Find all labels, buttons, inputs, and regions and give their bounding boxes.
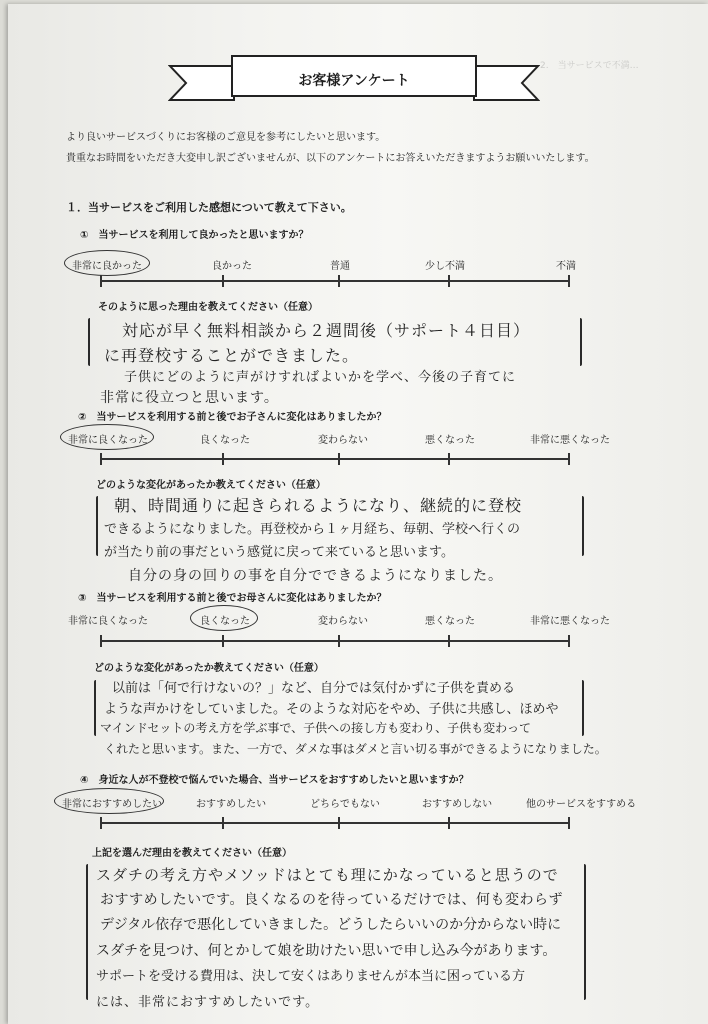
q3-tick — [100, 635, 102, 647]
q4-tick — [338, 817, 340, 829]
q1-tick — [100, 275, 102, 287]
q4-tick — [568, 817, 570, 829]
q1-option-1[interactable]: 非常に良かった — [72, 261, 142, 272]
q4-answer-line-6: には、非常におすすめしたいです。 — [96, 995, 320, 1010]
page-title: お客様アンケート — [298, 73, 410, 89]
q1-tick — [448, 275, 450, 287]
q2-tick — [448, 453, 450, 465]
q2-option-5[interactable]: 非常に悪くなった — [530, 435, 610, 446]
q2-label: ② 当サービスを利用する前と後でお子さんに変化はありましたか？ — [78, 412, 387, 423]
q1-tick — [568, 275, 570, 287]
q4-answer-line-4: スダチを見つけ、何とかして娘を助けたい思いで申し込み今があります。 — [96, 943, 557, 959]
q2-answer-line-1: 朝、時間通りに起きられるようになり、継続的に登校 — [114, 496, 523, 515]
q2-scale — [100, 458, 570, 460]
intro-line-2: 貴重なお時間をいただき大変申し訳ございませんが、以下のアンケートにお答えいただきますようお願いいたします。 — [66, 153, 595, 164]
q4-answer-line-2: おすすめしたいです。良くなるのを待っているだけでは、何も変わらず — [100, 892, 564, 908]
q1-selected-circle — [64, 250, 150, 276]
q4-tick — [448, 817, 450, 829]
q2-reason-label: どのような変化があったか教えてください（任意） — [96, 480, 326, 491]
q1-option-5[interactable]: 不満 — [556, 261, 576, 272]
q3-option-3[interactable]: 変わらない — [318, 616, 368, 627]
q1-answer-line-1: 対応が早く無料相談から２週間後（サポート４日目） — [122, 321, 531, 340]
q4-option-3[interactable]: どちらでもない — [310, 799, 380, 810]
q3-answer-line-4: くれたと思います。また、一方で、ダメな事はダメと言い切る事ができるようになりました。 — [104, 742, 607, 756]
q3-reason-label: どのような変化があったか教えてください（任意） — [94, 663, 324, 674]
q3-tick — [448, 635, 450, 647]
q3-answer-line-2: ような声かけをしていました。そのような対応をやめ、子供に共感し、ほめや — [104, 702, 559, 717]
q4-answer-line-5: サポートを受ける費用は、決して安くはありませんが本当に困っている方 — [96, 969, 526, 984]
q3-option-4[interactable]: 悪くなった — [425, 616, 475, 627]
q1-option-2[interactable]: 良かった — [212, 261, 252, 272]
q1-answer-line-2: に再登校することができました。 — [104, 346, 360, 365]
show-through-text: 2. 当サービスで不満… — [540, 61, 639, 71]
q4-option-2[interactable]: おすすめしたい — [196, 799, 267, 810]
q4-scale — [100, 822, 570, 824]
q2-option-3[interactable]: 変わらない — [318, 435, 368, 446]
q1-option-3[interactable]: 普通 — [330, 261, 350, 272]
q4-tick — [100, 817, 102, 829]
section-heading: １．当サービスをご利用した感想について教えて下さい。 — [66, 201, 352, 214]
q1-scale — [100, 280, 570, 282]
q3-answer-line-1: 以前は「何で行けないの？」など、自分では気付かずに子供を責める — [112, 681, 516, 696]
q3-option-5[interactable]: 非常に悪くなった — [530, 616, 610, 627]
q4-option-1[interactable]: 非常におすすめしたい — [62, 799, 163, 810]
q4-answer-line-3: デジタル依存で悪化していきました。どうしたらいいのか分からない時に — [100, 917, 562, 933]
q2-answer-line-3: が当たり前の事だという感覚に戻って来ていると思います。 — [104, 545, 454, 560]
q2-tick — [568, 453, 570, 465]
q1-label: ① 当サービスを利用して良かったと思いますか？ — [80, 230, 309, 241]
q3-label: ③ 当サービスを利用する前と後でお母さんに変化はありましたか？ — [78, 593, 387, 604]
q4-answer-line-1: スダチの考え方やメソッドはとても理にかなっていると思うので — [96, 866, 559, 884]
q3-selected-circle — [190, 605, 258, 631]
q2-tick — [100, 453, 102, 465]
q2-answer-line-4: 自分の身の回りの事を自分でできるようになりました。 — [128, 568, 503, 584]
q2-answer-line-2: できるようになりました。再登校から１ヶ月経ち、毎朝、学校へ行くの — [104, 522, 521, 537]
q4-option-4[interactable]: おすすめしない — [422, 799, 493, 810]
q2-option-4[interactable]: 悪くなった — [425, 435, 475, 446]
q2-tick — [222, 453, 224, 465]
q3-scale — [100, 640, 570, 642]
q3-tick — [338, 635, 340, 647]
q1-tick — [222, 275, 224, 287]
q3-tick — [222, 635, 224, 647]
q4-tick — [222, 817, 224, 829]
q1-option-4[interactable]: 少し不満 — [425, 261, 465, 272]
q1-tick — [338, 275, 340, 287]
q2-tick — [338, 453, 340, 465]
q4-reason-label: 上記を選んだ理由を教えてください（任意） — [92, 848, 292, 859]
intro-line-1: より良いサービスづくりにお客様のご意見を参考にしたいと思います。 — [66, 132, 386, 143]
q1-reason-label: そのように思った理由を教えてください（任意） — [98, 302, 318, 313]
q2-option-1[interactable]: 非常に良くなった — [68, 435, 148, 446]
q4-option-5[interactable]: 他のサービスをすすめる — [526, 799, 637, 810]
q4-selected-circle — [54, 788, 164, 814]
q1-answer-line-4: 非常に役立つと思います。 — [100, 390, 279, 406]
q3-answer-line-3: マインドセットの考え方を学ぶ事で、子供への接し方も変わり、子供も変わって — [100, 721, 532, 735]
q4-label: ④ 身近な人が不登校で悩んでいた場合、当サービスをおすすめしたいと思いますか？ — [80, 775, 469, 786]
q1-answer-line-3: 子供にどのように声がけすればよいかを学べ、今後の子育てに — [124, 370, 517, 385]
q3-tick — [568, 635, 570, 647]
q3-option-1[interactable]: 非常に良くなった — [68, 616, 148, 627]
q2-selected-circle — [60, 424, 154, 450]
q3-option-2[interactable]: 良くなった — [200, 616, 250, 627]
q2-option-2[interactable]: 良くなった — [200, 435, 250, 446]
